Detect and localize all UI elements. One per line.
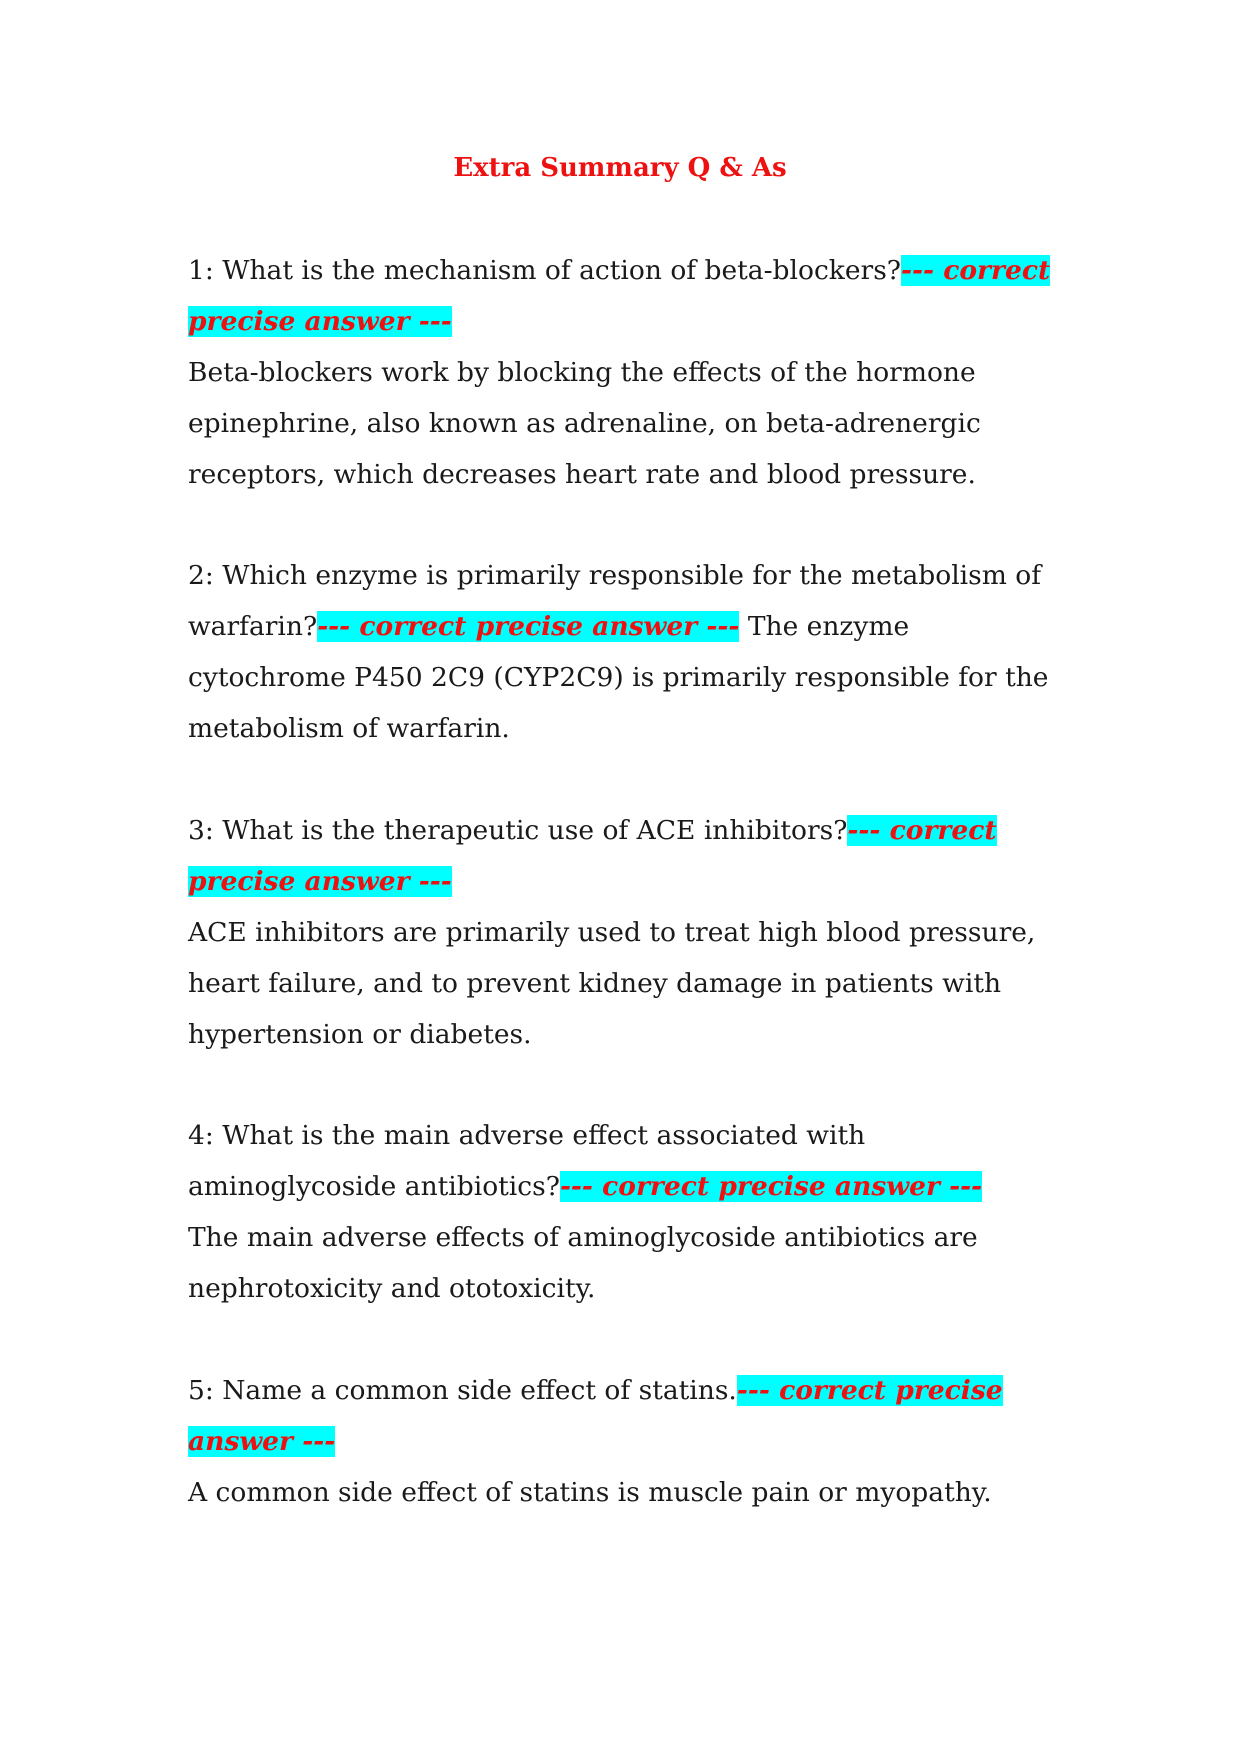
answer-text: Beta-blockers work by blocking the effects of the hormone epinephrine, also known as adrenaline, on beta-adrenergic receptors, which decreases heart rate and blood pressure. <box>188 357 981 490</box>
qa-item <box>188 1365 1068 1518</box>
answer-marker: --- correct precise answer --- <box>188 255 1051 337</box>
answer-text: The enzyme cytochrome P450 2C9 (CYP2C9) is primarily responsible for the metabolism of warfarin. <box>188 611 1049 744</box>
question-block <box>188 245 1068 347</box>
question-text: 2: Which enzyme is primarily responsible for the metabolism of warfarin? <box>188 560 1042 642</box>
qa-item <box>188 1110 1068 1314</box>
answer-marker: --- correct precise answer --- <box>559 1171 983 1202</box>
page-title: Extra Summary Q & As <box>453 153 787 183</box>
qa-item <box>188 805 1068 1060</box>
question-block <box>188 1110 1068 1212</box>
question-block <box>188 1365 1068 1467</box>
answer-text: A common side effect of statins is muscle pain or myopathy. <box>188 1477 992 1508</box>
question-text: 5: Name a common side effect of statins. <box>188 1375 737 1406</box>
qa-item <box>188 550 1068 754</box>
answer-text: ACE inhibitors are primarily used to treat high blood pressure, heart failure, and to prevent kidney damage in patients with hypertension or diabetes. <box>188 917 1036 1050</box>
question-text: 1: What is the mechanism of action of beta-blockers? <box>188 255 902 286</box>
question-block <box>188 550 1068 754</box>
question-text: 4: What is the main adverse effect associated with aminoglycoside antibiotics? <box>188 1120 866 1202</box>
qa-item <box>188 245 1068 500</box>
answer-text: The main adverse effects of aminoglycoside antibiotics are nephrotoxicity and ototoxicity. <box>188 1222 978 1304</box>
answer-marker: --- correct precise answer --- <box>317 611 740 642</box>
question-block <box>188 805 1068 907</box>
answer-marker: --- correct precise answer --- <box>188 815 997 897</box>
answer-marker: --- correct precise answer --- <box>188 1375 1003 1457</box>
question-text: 3: What is the therapeutic use of ACE inhibitors? <box>188 815 848 846</box>
